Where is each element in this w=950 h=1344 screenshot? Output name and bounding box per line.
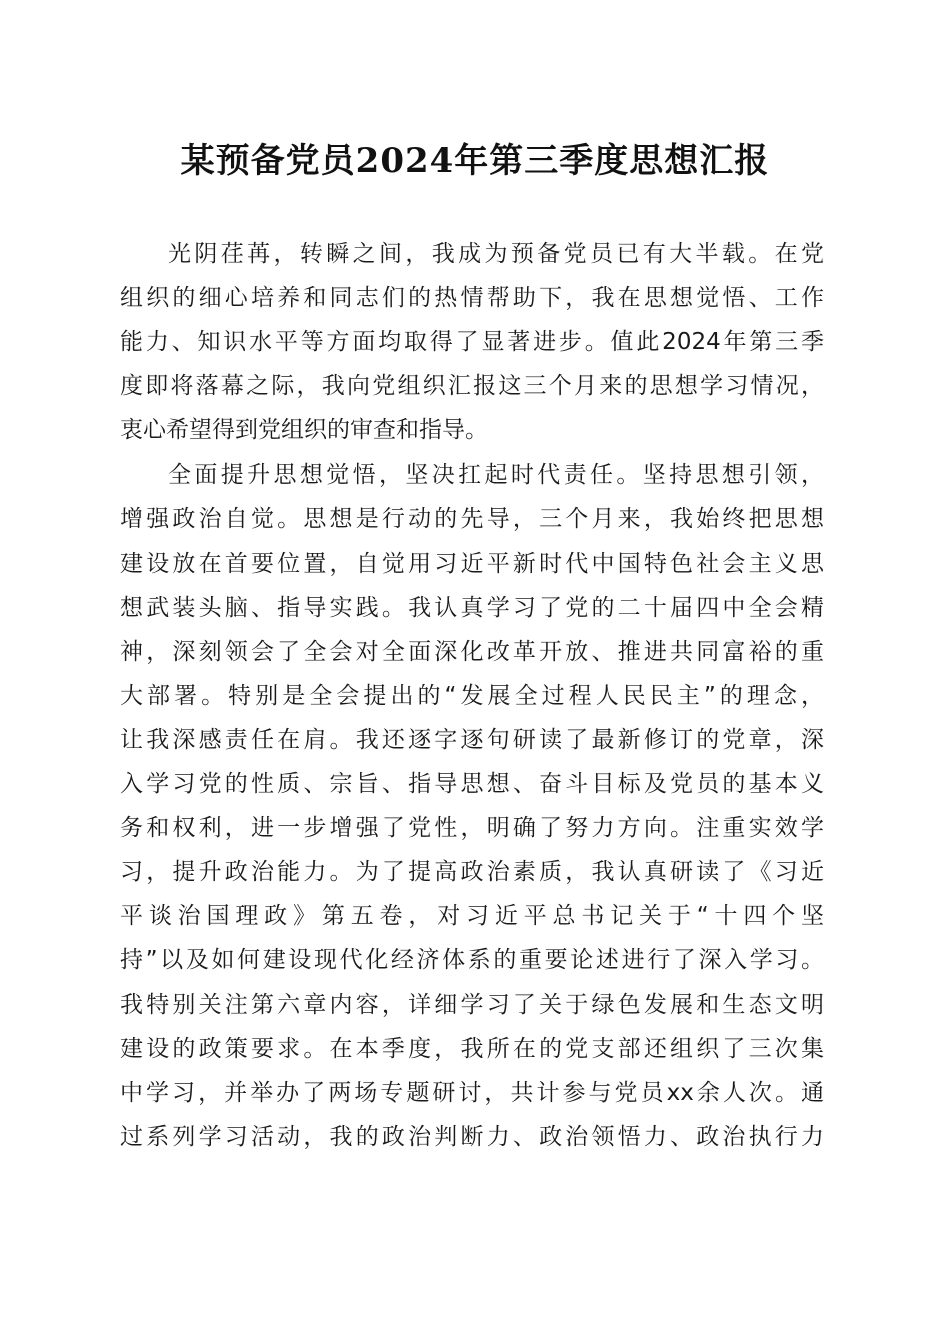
paragraph-2-line-11: 平谈治国理政》第五卷，对习近平总书记关于“十四个坚	[120, 903, 824, 929]
paragraph-2-line-14: 建设的政策要求。在本季度，我所在的党支部还组织了三次集	[120, 1036, 824, 1062]
paragraph-2-line-13: 我特别关注第六章内容，详细学习了关于绿色发展和生态文明	[120, 992, 824, 1018]
paragraph-2-line-3: 建设放在首要位置，自觉用习近平新时代中国特色社会主义思	[120, 551, 824, 577]
paragraph-2-line-9: 务和权利，进一步增强了党性，明确了努力方向。注重实效学	[120, 815, 824, 841]
document-title: 某预备党员2024年第三季度思想汇报	[180, 141, 770, 181]
paragraph-1-line-3: 能力、知识水平等方面均取得了显著进步。值此2024年第三季	[120, 329, 824, 355]
paragraph-1-line-2: 组织的细心培养和同志们的热情帮助下，我在思想觉悟、工作	[120, 285, 824, 311]
paragraph-2-line-7: 让我深感责任在肩。我还逐字逐句研读了最新修订的党章，深	[120, 727, 824, 753]
paragraph-2-line-1: 全面提升思想觉悟，坚决扛起时代责任。坚持思想引领，	[168, 462, 824, 488]
paragraph-2-line-6: 大部署。特别是全会提出的“发展全过程人民民主”的理念，	[120, 683, 824, 709]
paragraph-2-line-2: 增强政治自觉。思想是行动的先导，三个月来，我始终把思想	[120, 506, 824, 532]
paragraph-2-line-10: 习，提升政治能力。为了提高政治素质，我认真研读了《习近	[120, 859, 824, 885]
paragraph-2-line-12: 持”以及如何建设现代化经济体系的重要论述进行了深入学习。	[120, 947, 824, 973]
paragraph-1-line-5: 衷心希望得到党组织的审查和指导。	[120, 417, 488, 443]
paragraph-1-line-1: 光阴荏苒，转瞬之间，我成为预备党员已有大半载。在党	[168, 241, 824, 267]
paragraph-2-line-8: 入学习党的性质、宗旨、指导思想、奋斗目标及党员的基本义	[120, 771, 824, 797]
paragraph-2-line-15: 中学习，并举办了两场专题研讨，共计参与党员xx余人次。通	[120, 1080, 824, 1106]
paragraph-1-line-4: 度即将落幕之际，我向党组织汇报这三个月来的思想学习情况，	[120, 373, 824, 399]
paragraph-2-line-4: 想武装头脑、指导实践。我认真学习了党的二十届四中全会精	[120, 595, 824, 621]
paragraph-2-line-16: 过系列学习活动，我的政治判断力、政治领悟力、政治执行力	[120, 1124, 824, 1150]
paragraph-2-line-5: 神，深刻领会了全会对全面深化改革开放、推进共同富裕的重	[120, 639, 824, 665]
